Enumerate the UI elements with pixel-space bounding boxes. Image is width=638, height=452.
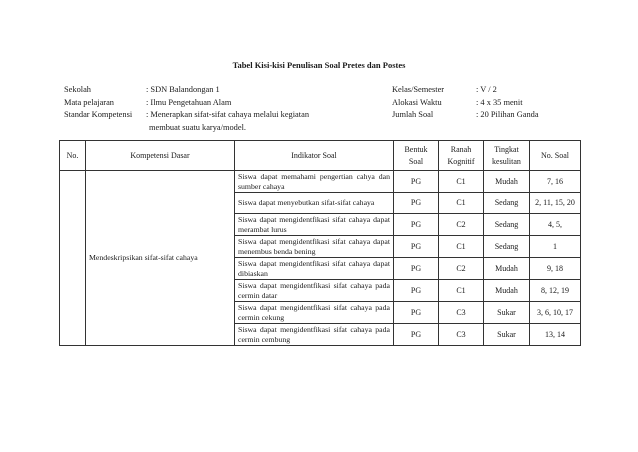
cell-indikator: Siswa dapat mengidentfikasi sifat cahaya dapat dibiaskan (235, 258, 394, 280)
cell-bentuk: PG (394, 214, 439, 236)
info-row-kelas-semester (392, 84, 582, 97)
cell-ranah: C1 (439, 171, 484, 193)
info-value: : V / 2 (476, 85, 497, 94)
cell-ranah: C2 (439, 258, 484, 280)
cell-bentuk: PG (394, 324, 439, 346)
info-value: : 4 x 35 menit (476, 97, 523, 107)
cell-tingkat: Mudah (484, 171, 530, 193)
cell-no-soal: 9, 18 (530, 258, 581, 280)
info-value-continuation: membuat suatu karya/model. (149, 122, 246, 132)
cell-indikator: Siswa dapat mengidentfikasi sifat cahaya pada cermin cekung (235, 302, 394, 324)
table-header-row (60, 141, 581, 171)
info-label: Mata pelajaran (64, 97, 114, 107)
cell-no-soal: 4, 5, (530, 214, 581, 236)
cell-kompetensi-dasar: Mendeskripsikan sifat-sifat cahaya (86, 171, 235, 346)
cell-indikator: Siswa dapat mengidentfikasi sifat cahaya pada cermin cembung (235, 324, 394, 346)
info-value: : Ilmu Pengetahuan Alam (146, 97, 232, 107)
cell-indikator: Siswa dapat memahami pengertian cahya dan sumber cahaya (235, 171, 394, 193)
cell-bentuk: PG (394, 302, 439, 324)
info-row-alokasi-waktu (392, 97, 582, 110)
header-kompetensi-dasar: Kompetensi Dasar (86, 141, 235, 171)
info-value: : SDN Balandongan 1 (146, 85, 220, 94)
cell-no-soal: 7, 16 (530, 171, 581, 193)
cell-no-soal: 8, 12, 19 (530, 280, 581, 302)
info-label: Jumlah Soal (392, 110, 434, 119)
cell-tingkat: Sedang (484, 193, 530, 214)
cell-ranah: C1 (439, 193, 484, 214)
cell-indikator: Siswa dapat menyebutkan sifat-sifat cahaya (235, 193, 394, 214)
table-row (60, 171, 581, 193)
cell-tingkat: Sukar (484, 302, 530, 324)
cell-tingkat: Mudah (484, 280, 530, 302)
cell-indikator: Siswa dapat mengidentfikasi sifat cahaya pada cermin datar (235, 280, 394, 302)
header-indikator-soal: Indikator Soal (235, 141, 394, 171)
cell-ranah: C1 (439, 280, 484, 302)
info-row-sekolah (64, 84, 354, 97)
cell-bentuk: PG (394, 193, 439, 214)
document-title: Tabel Kisi-kisi Penulisan Soal Pretes dan Postes (232, 60, 406, 70)
cell-tingkat: Sedang (484, 214, 530, 236)
cell-no-soal: 1 (530, 236, 581, 258)
cell-ranah: C3 (439, 302, 484, 324)
info-row-mata-pelajaran (64, 97, 354, 110)
cell-indikator: Siswa dapat mengidentfikasi sifat cahaya dapat merambat lurus (235, 214, 394, 236)
info-value: : Menerapkan sifat-sifat cahaya melalui kegiatan (146, 110, 310, 119)
cell-tingkat: Sukar (484, 324, 530, 346)
info-label: Standar Kompetensi (64, 110, 133, 119)
info-label: Sekolah (64, 85, 91, 94)
header-tingkat-kesulitan: Tingkat kesulitan (484, 141, 530, 171)
header-bentuk-soal: Bentuk Soal (394, 141, 439, 171)
cell-bentuk: PG (394, 236, 439, 258)
cell-tingkat: Sedang (484, 236, 530, 258)
cell-ranah: C1 (439, 236, 484, 258)
cell-ranah: C3 (439, 324, 484, 346)
info-right-block (392, 84, 582, 122)
info-label: Kelas/Semester (392, 85, 445, 94)
info-row-jumlah-soal (392, 109, 582, 122)
cell-no-soal: 3, 6, 10, 17 (530, 302, 581, 324)
info-value: : 20 Pilihan Ganda (476, 110, 539, 119)
info-left-block (64, 84, 354, 134)
header-no: No. (60, 141, 86, 171)
cell-no (60, 171, 86, 346)
cell-ranah: C2 (439, 214, 484, 236)
info-row-standar-kompetensi (64, 109, 354, 122)
cell-no-soal: 13, 14 (530, 324, 581, 346)
header-no-soal: No. Soal (530, 141, 581, 171)
cell-no-soal: 2, 11, 15, 20 (530, 193, 581, 214)
cell-bentuk: PG (394, 280, 439, 302)
info-label: Alokasi Waktu (392, 97, 442, 107)
cell-indikator: Siswa dapat mengidentfikasi sifat cahaya dapat menembus benda bening (235, 236, 394, 258)
cell-tingkat: Mudah (484, 258, 530, 280)
cell-bentuk: PG (394, 258, 439, 280)
cell-bentuk: PG (394, 171, 439, 193)
kisi-kisi-table (59, 140, 581, 346)
header-ranah-kognitif: Ranah Kognitif (439, 141, 484, 171)
